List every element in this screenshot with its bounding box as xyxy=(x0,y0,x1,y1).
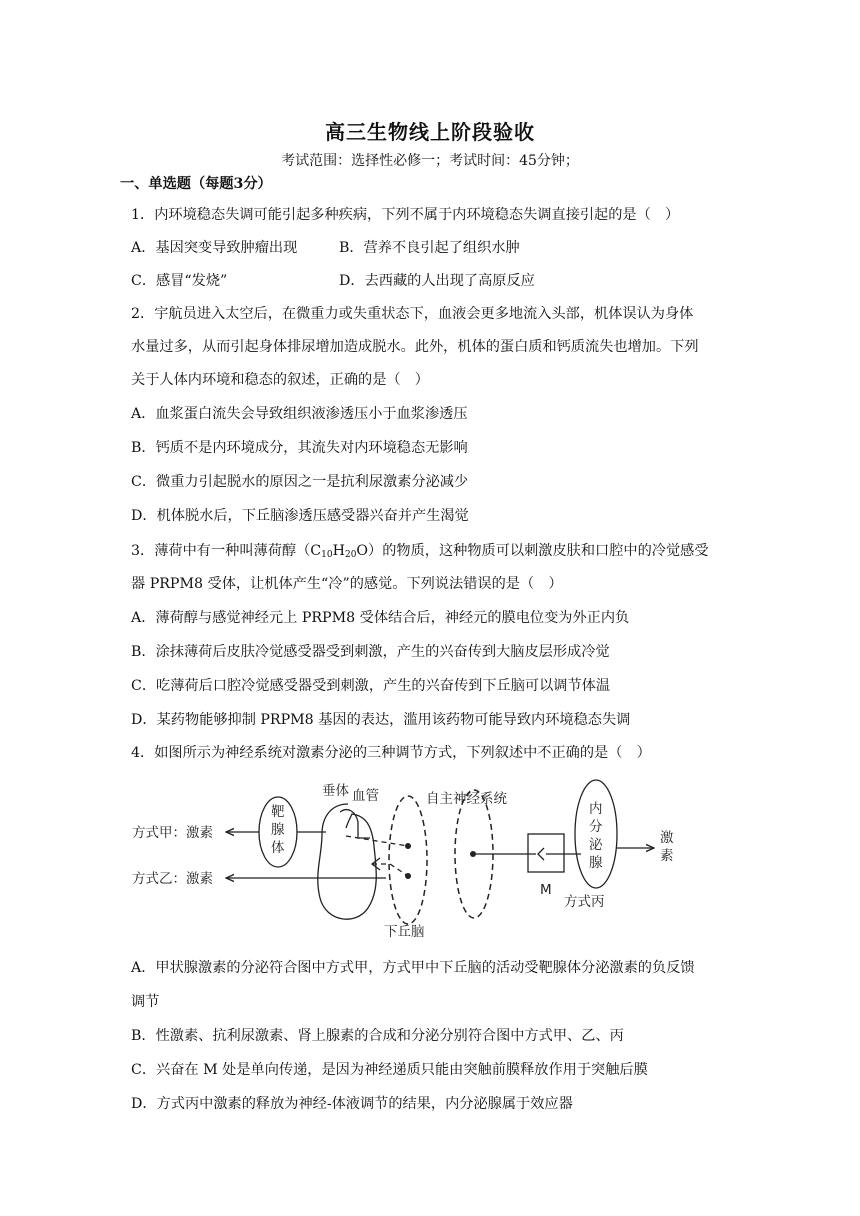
endocrine-char-3: 泌 xyxy=(589,837,603,853)
q3-option-c: C．吃薄荷后口腔冷觉感受器受到刺激，产生的兴奋传到下丘脑可以调节体温 xyxy=(131,678,611,694)
synapse-m-box xyxy=(528,834,564,872)
target-gland-char-1: 靶 xyxy=(271,804,285,820)
question-4-stem: 4．如图所示为神经系统对激素分泌的三种调节方式，下列叙述中不正确的是（ ） xyxy=(131,745,651,761)
q3-option-d: D．某药物能够抑制 PRPM8 基因的表达，滥用该药物可能导致内环境稳态失调 xyxy=(131,712,631,728)
question-2-stem-line3: 关于人体内环境和稳态的叙述，正确的是（ ） xyxy=(131,372,429,388)
q4-option-b: B．性激素、抗利尿激素、肾上腺素的合成和分泌分别符合图中方式甲、乙、丙 xyxy=(131,1028,624,1044)
q3-sub-10: 10 xyxy=(321,550,333,560)
label-pituitary: 垂体 xyxy=(322,783,349,799)
q3-sub-20: 20 xyxy=(344,550,357,560)
neural-regulation-diagram xyxy=(126,776,686,944)
nerve-dashed-upper xyxy=(346,836,408,846)
page-title: 高三生物线上阶段验收 xyxy=(325,120,535,144)
label-hypothalamus: 下丘脑 xyxy=(384,924,425,940)
question-3-stem-line2: 器 PRPM8 受体，让机体产生“冷”的感觉。下列说法错误的是（ ） xyxy=(131,576,563,592)
question-2-stem-line2: 水量过多，从而引起身体排尿增加造成脱水。此外，机体的蛋白质和钙质流失也增加。下列 xyxy=(131,339,699,355)
endocrine-char-4: 腺 xyxy=(589,855,603,871)
label-blood-vessel: 血管 xyxy=(352,788,379,804)
q4-option-c: C．兴奋在 M 处是单向传递，是因为神经递质只能由突触前膜释放作用于突触后膜 xyxy=(131,1062,648,1078)
q1-option-b: B．营养不良引起了组织水肿 xyxy=(339,240,520,256)
q4-option-a-line1: A．甲状腺激素的分泌符合图中方式甲，方式甲中下丘脑的活动受靶腺体分泌激素的负反馈 xyxy=(131,960,695,976)
q3-option-a: A．薄荷醇与感觉神经元上 PRPM8 受体结合后，神经元的膜电位变为外正内负 xyxy=(131,610,630,626)
q3-option-b: B．涂抹薄荷后皮肤冷觉感受器受到刺激，产生的兴奋传到大脑皮层形成冷觉 xyxy=(131,644,610,660)
hormone-char-1: 激 xyxy=(660,830,674,846)
label-method-jia: 方式甲：激素 xyxy=(132,825,213,841)
exam-info: 考试范围：选择性必修一；考试时间：45分钟； xyxy=(281,153,579,169)
label-autonomic-nervous-system: 自主神经系统 xyxy=(426,791,507,807)
q1-option-d: D．去西藏的人出现了高原反应 xyxy=(339,273,535,289)
question-3-stem-line1 xyxy=(131,541,709,565)
q2-option-d: D．机体脱水后，下丘脑渗透压感受器兴奋并产生渴觉 xyxy=(131,508,469,524)
target-gland-char-3: 体 xyxy=(271,840,285,856)
q2-option-a: A．血浆蛋白流失会导致组织液渗透压小于血浆渗透压 xyxy=(131,406,468,422)
label-method-bing: 方式丙 xyxy=(564,894,605,910)
synapse-m-fork xyxy=(538,848,544,860)
q1-option-a: A．基因突变导致肿瘤出现 xyxy=(131,240,298,256)
q3-stem-pre: 3．薄荷中有一种叫薄荷醇（C xyxy=(131,543,322,559)
question-2-stem-line1: 2．宇航员进入太空后，在微重力或失重状态下，血液会更多地流入头部，机体误认为身体 xyxy=(131,306,694,322)
q4-option-d: D．方式丙中激素的释放为神经-体液调节的结果，内分泌腺属于效应器 xyxy=(131,1096,573,1112)
q4-option-a-line2: 调节 xyxy=(131,994,160,1010)
neuron-body-upper xyxy=(405,843,411,849)
q3-stem-h: H xyxy=(332,543,345,559)
blood-vessel-line xyxy=(340,810,370,838)
q3-stem-post: O）的物质，这种物质可以刺激皮肤和口腔中的冷觉感受 xyxy=(356,543,709,559)
question-1-stem: 1．内环境稳态失调可能引起多种疾病，下列不属于内环境稳态失调直接引起的是（ ） xyxy=(131,207,680,223)
endocrine-char-2: 分 xyxy=(589,819,603,835)
q1-option-c: C．感冒“发烧” xyxy=(131,273,228,289)
neuron-body-lower xyxy=(405,873,411,879)
endocrine-char-1: 内 xyxy=(589,801,603,817)
label-m: M xyxy=(540,882,552,898)
hormone-char-2: 素 xyxy=(660,848,674,864)
q2-option-b: B．钙质不是内环境成分，其流失对内环境稳态无影响 xyxy=(131,440,468,456)
pituitary-shape xyxy=(318,804,377,919)
target-gland-char-2: 腺 xyxy=(271,822,285,838)
hypothalamus-ellipse xyxy=(389,796,427,924)
section-heading: 一、单选题（每题3分） xyxy=(120,176,272,192)
q2-option-c: C．微重力引起脱水的原因之一是抗利尿激素分泌减少 xyxy=(131,474,469,490)
label-method-yi: 方式乙：激素 xyxy=(132,871,213,887)
